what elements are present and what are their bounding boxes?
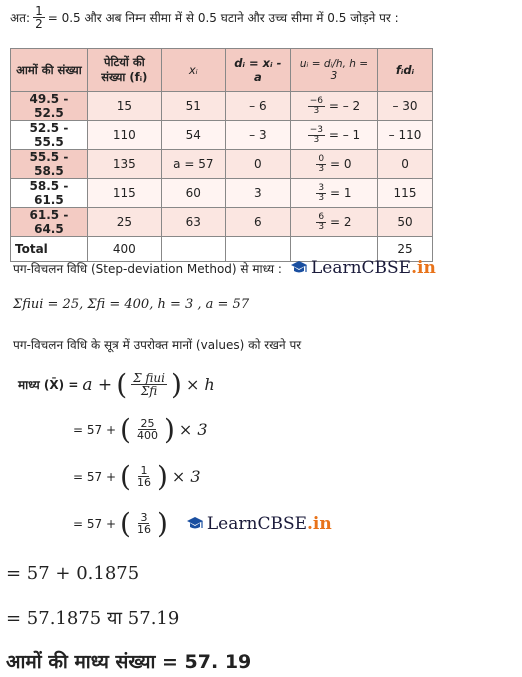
step-3-pre: = 57 +	[73, 516, 117, 531]
frequency-table	[10, 48, 433, 262]
method-text: पग-विचलन विधि (Step-deviation Method) से माध्य :	[13, 261, 282, 276]
close-paren: )	[156, 460, 168, 493]
step-2	[73, 460, 201, 493]
cell-fidi: 115	[378, 179, 433, 208]
cell-di: – 6	[225, 92, 290, 121]
table-row	[11, 150, 433, 179]
cell-frequency: 110	[87, 121, 161, 150]
open-paren: (	[120, 507, 131, 540]
cell-xi: a = 57	[161, 150, 225, 179]
step-1	[73, 413, 208, 446]
step-1-tail: × 3	[178, 420, 208, 439]
table-header-row	[11, 49, 433, 92]
step-1-fraction	[135, 418, 160, 441]
step-2-pre: = 57 +	[73, 469, 117, 484]
step-3	[73, 507, 332, 540]
cell-ui	[290, 179, 377, 208]
ui-result: = – 1	[328, 127, 361, 142]
cell-class: 52.5 - 55.5	[11, 121, 88, 150]
result-line-2: = 57.1875 या 57.19	[6, 608, 180, 629]
step-3-fraction	[135, 512, 153, 535]
header-di: dᵢ = xᵢ - a	[225, 49, 290, 92]
formula-tail: × h	[185, 375, 215, 394]
ui-result: = 1	[329, 185, 352, 200]
ui-numerator: 6	[318, 211, 325, 222]
ui-numerator: 0	[318, 153, 325, 164]
total-fidi: 25	[378, 237, 433, 262]
ui-fraction	[308, 97, 325, 116]
ui-numerator: −6	[309, 95, 323, 106]
formula-numerator: Σ fiui	[133, 371, 165, 385]
table-row	[11, 121, 433, 150]
header-box-count: पेटियों की संख्या (fᵢ)	[87, 49, 161, 92]
header-mango-count: आमों की संख्या	[11, 49, 88, 92]
open-paren: (	[120, 413, 131, 446]
cell-class: 55.5 - 58.5	[11, 150, 88, 179]
brand-suffix: .in	[411, 258, 436, 278]
mean-formula	[18, 368, 215, 401]
ui-numerator: −3	[309, 124, 323, 135]
ui-denominator: 3	[313, 105, 320, 116]
cell-di: 0	[225, 150, 290, 179]
table-row	[11, 208, 433, 237]
ui-fraction	[316, 213, 326, 232]
cell-xi: 60	[161, 179, 225, 208]
half-numerator: 1	[35, 4, 43, 18]
formula-fraction	[131, 372, 167, 397]
method-line	[13, 258, 436, 278]
ui-fraction	[316, 184, 326, 203]
table-row	[11, 92, 433, 121]
cell-di: 3	[225, 179, 290, 208]
cell-di: 6	[225, 208, 290, 237]
header-fidi: fᵢdᵢ	[378, 49, 433, 92]
close-paren: )	[156, 507, 168, 540]
cell-ui	[290, 121, 377, 150]
cell-fidi: – 30	[378, 92, 433, 121]
table-row	[11, 179, 433, 208]
final-answer: आमों की माध्य संख्या = 57. 19	[6, 651, 252, 673]
cell-frequency: 25	[87, 208, 161, 237]
cell-frequency: 115	[87, 179, 161, 208]
brand-logo	[186, 514, 332, 534]
cell-class: 49.5 - 52.5	[11, 92, 88, 121]
open-paren: (	[120, 460, 131, 493]
step-1-denominator: 400	[136, 429, 158, 442]
header-xi: xᵢ	[161, 49, 225, 92]
cell-xi: 63	[161, 208, 225, 237]
brand-name: LearnCBSE	[206, 513, 308, 534]
step-3-denominator: 16	[136, 523, 151, 536]
mean-label: माध्य (X̄) =	[18, 378, 79, 392]
brand-name: LearnCBSE	[310, 258, 412, 278]
graduation-cap-icon	[186, 516, 204, 532]
intro-suffix: = 0.5 और अब निम्न सीमा में से 0.5 घटाने और उच्च सीमा में 0.5 जोड़ने पर :	[47, 11, 399, 25]
ui-denominator: 3	[318, 221, 325, 232]
cell-fidi: – 110	[378, 121, 433, 150]
step-3-numerator: 3	[140, 511, 148, 524]
cell-frequency: 135	[87, 150, 161, 179]
ui-numerator: 3	[318, 182, 325, 193]
cell-class: 58.5 - 61.5	[11, 179, 88, 208]
result-line-1: = 57 + 0.1875	[6, 563, 140, 584]
step-2-tail: × 3	[171, 467, 201, 486]
step-1-numerator: 25	[140, 417, 155, 430]
cell-ui	[290, 150, 377, 179]
ui-result: = 2	[329, 214, 352, 229]
step-2-denominator: 16	[136, 476, 151, 489]
open-paren: (	[116, 368, 128, 401]
formula-lhs: a +	[82, 374, 113, 395]
intro-prefix: अत:	[10, 11, 31, 25]
cell-ui	[290, 92, 377, 121]
brand-suffix: .in	[307, 513, 332, 534]
formula-denominator: Σfi	[140, 384, 158, 398]
cell-xi: 51	[161, 92, 225, 121]
intro-line	[10, 5, 399, 30]
ui-denominator: 3	[318, 163, 325, 174]
header-ui: uᵢ = dᵢ/h, h = 3	[290, 49, 377, 92]
cell-fidi: 50	[378, 208, 433, 237]
substitute-line: पग-विचलन विधि के सूत्र में उपरोक्त मानों (values) को रखने पर	[13, 338, 302, 352]
ui-result: = – 2	[328, 98, 361, 113]
ui-fraction	[308, 126, 325, 145]
brand-logo	[290, 258, 436, 278]
total-frequency: 400	[87, 237, 161, 262]
step-1-pre: = 57 +	[73, 422, 117, 437]
cell-fidi: 0	[378, 150, 433, 179]
ui-result: = 0	[329, 156, 352, 171]
sums-line: Σfiui = 25, Σfi = 400, h = 3 , a = 57	[13, 297, 250, 312]
step-2-numerator: 1	[140, 464, 148, 477]
ui-denominator: 3	[313, 134, 320, 145]
half-fraction	[33, 5, 45, 30]
cell-di: – 3	[225, 121, 290, 150]
half-denominator: 2	[35, 17, 43, 31]
cell-class: 61.5 - 64.5	[11, 208, 88, 237]
step-2-fraction	[135, 465, 153, 488]
cell-frequency: 15	[87, 92, 161, 121]
cell-xi: 54	[161, 121, 225, 150]
ui-fraction	[316, 155, 326, 174]
ui-denominator: 3	[318, 192, 325, 203]
close-paren: )	[163, 413, 175, 446]
total-label: Total	[11, 237, 88, 262]
cell-ui	[290, 208, 377, 237]
close-paren: )	[171, 368, 182, 401]
graduation-cap-icon	[290, 260, 308, 276]
